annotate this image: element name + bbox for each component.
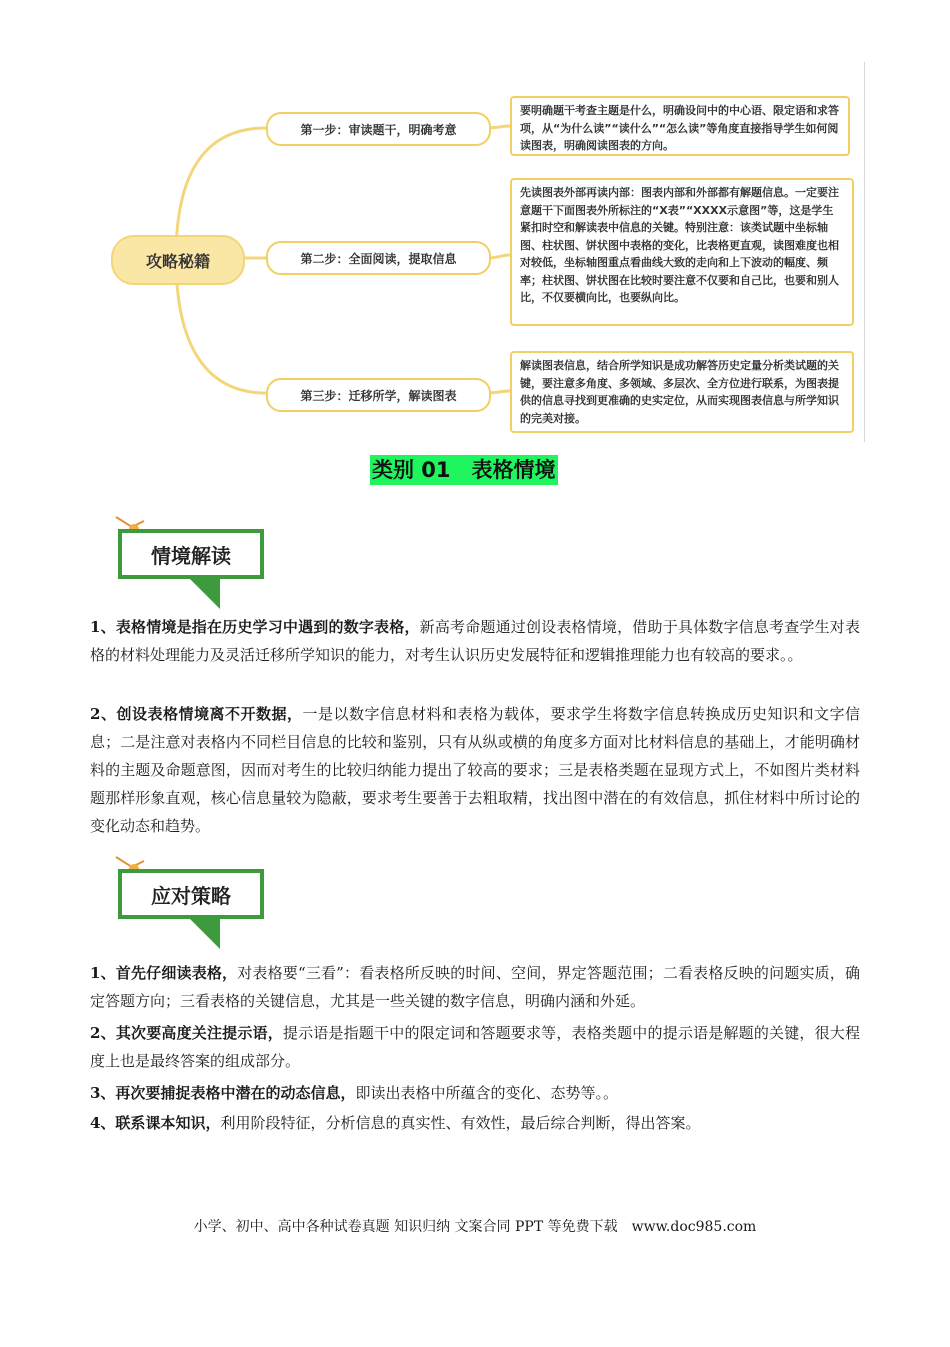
badge-card: 应对策略 [118, 869, 264, 919]
paragraph-1-lead: 1、表格情境是指在历史学习中遇到的数字表格， [90, 618, 420, 636]
strategy-item-1: 1、首先仔细读表格，对表格要“三看”：看表格所反映的时间、空间，界定答题范围；二看表格反映的问题实质，确定答题方向；三看表格的关键信息，尤其是一些关键的数字信息，明确内涵和外延。 [90, 964, 860, 1010]
section-badge-situation [100, 515, 290, 615]
strategy-item-2: 2、其次要高度关注提示语，提示语是指题干中的限定词和答题要求等，表格类题中的提示语是解题的关键，很大程度上也是最终答案的组成部分。 [90, 1024, 860, 1070]
mind-map-step-2: 第二步：全面阅读，提取信息 [266, 241, 491, 275]
paragraph-2-lead: 2、创设表格情境离不开数据， [90, 705, 303, 723]
mind-map-detail-1: 要明确题干考查主题是什么，明确设问中的中心语、限定语和求答项，从“为什么读”“读什么”“怎么读”等角度直接指导学生如何阅读图表，明确阅读图表的方向。 [510, 96, 850, 156]
paragraph-1-body: 新高考命题通过创设表格情境，借助于具体数字信息考查学生对表格的材料处理能力及灵活迁移所学知识的能力，对考生认识历史发展特征和逻辑推理能力也有较高的要求。。 [90, 618, 860, 664]
mind-map-detail-3: 解读图表信息，结合所学知识是成功解答历史定量分析类试题的关键，要注意多角度、多领域、多层次、全方位进行联系，为图表提供的信息寻找到更准确的史实定位，从而实现图表信息与所学知识的完美对接。 [510, 351, 854, 433]
strategy-item-3: 3、再次要捕捉表格中潜在的动态信息，即读出表格中所蕴含的变化、态势等。。 [90, 1084, 618, 1102]
strategy-item-4: 4、联系课本知识，利用阶段特征，分析信息的真实性、有效性，最后综合判断，得出答案。 [90, 1114, 701, 1132]
badge-tail [190, 919, 220, 949]
section-badge-strategy [100, 855, 290, 955]
paragraph-1 [90, 613, 860, 669]
mind-map-step-3: 第三步：迁移所学，解读图表 [266, 378, 491, 412]
mind-map-root: 攻略秘籍 [111, 235, 245, 285]
mind-map-step-1: 第一步：审读题干，明确考意 [266, 112, 491, 146]
mind-map-detail-2: 先读图表外部再读内部：图表内部和外部都有解题信息。一定要注意题干下面图表外所标注的“X表”“XXXX示意图”等，这是学生紧扣时空和解读表中信息的关键。特别注意：该类试题中坐标轴图、柱状图、饼状图中表格的变化，比表格更直观，读图难度也相对较低，坐标轴图重点看曲线大致的走向和上下波动的幅度、频率；柱状图、饼状图在比较时要注意不仅要和自己比，也要和别人比，不仅要横向比，也要纵向比。 [510, 178, 854, 326]
page-footer: 小学、初中、高中各种试卷真题 知识归纳 文案合同 PPT 等免费下载 www.doc985.com [193, 1219, 757, 1235]
badge-card: 情境解读 [118, 529, 264, 579]
category-title: 类别 01 表格情境 [370, 455, 558, 485]
paragraph-2 [90, 700, 860, 840]
badge-tail [190, 579, 220, 609]
paragraph-2-body: 一是以数字信息材料和表格为载体，要求学生将数字信息转换成历史知识和文字信息；二是注意对表格内不同栏目信息的比较和鉴别，只有从纵或横的角度多方面对比材料信息的基础上，才能明确材料的主题及命题意图，因而对考生的比较归纳能力提出了较高的要求；三是表格类题在显现方式上，不如图片类材料题那样形象直观，核心信息量较为隐蔽，要求考生要善于去粗取精，找出图中潜在的有效信息，抓住材料中所讨论的变化动态和趋势。 [90, 705, 860, 835]
